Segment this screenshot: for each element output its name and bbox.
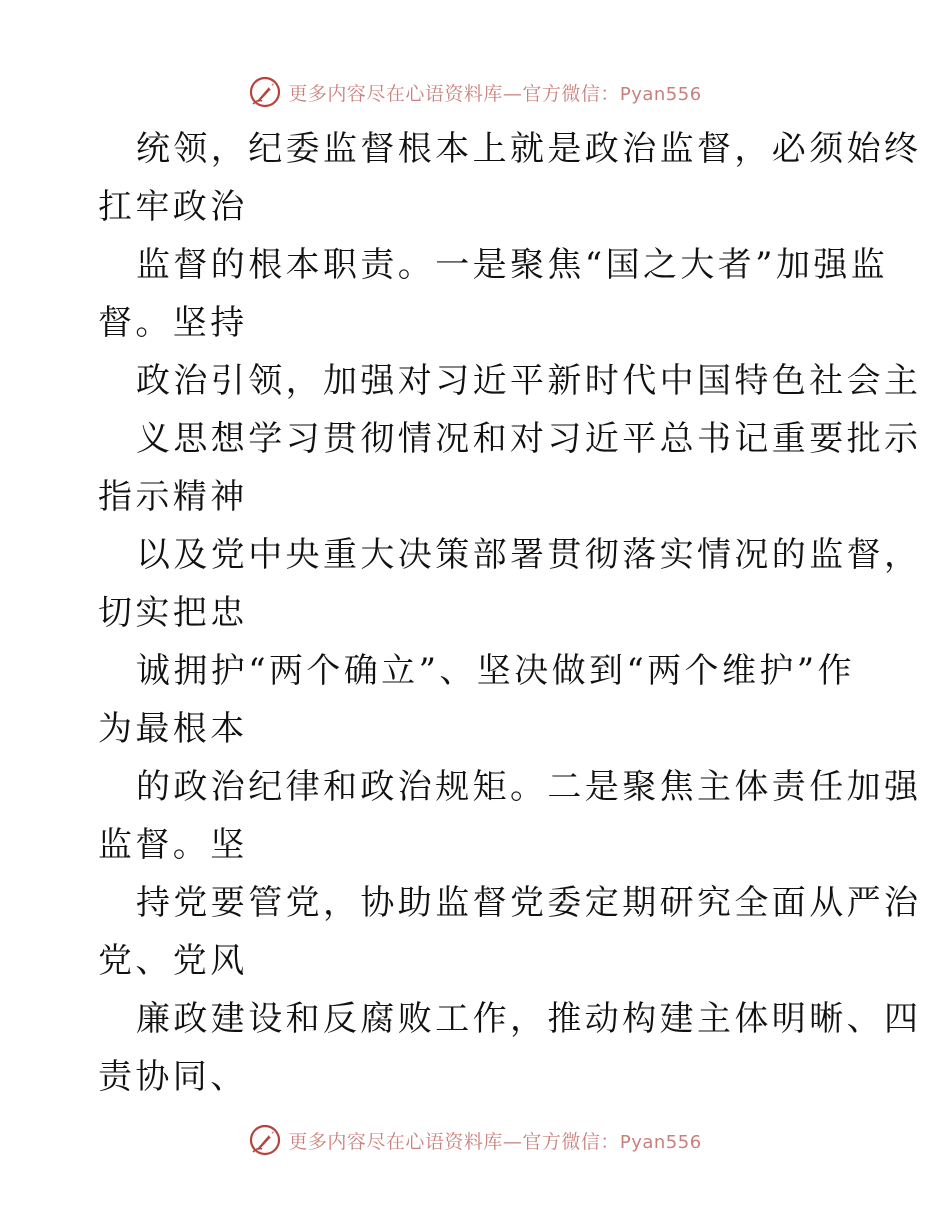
paragraph-line: 切实把忠: [98, 593, 248, 633]
paragraph-line: 责协同、: [98, 1057, 248, 1097]
paragraph-line: 监督。坚: [98, 825, 248, 865]
paragraph-line: 持党要管党，协助监督党委定期研究全面从严治: [136, 883, 922, 923]
paragraph-line: 督。坚持: [98, 303, 248, 343]
watermark-text: 更多内容尽在心语资料库—官方微信：Pyan556: [288, 82, 702, 105]
watermark-text: 更多内容尽在心语资料库—官方微信：Pyan556: [288, 1130, 702, 1153]
paragraph-line: 扛牢政治: [98, 187, 248, 227]
paragraph-line: 的政治纪律和政治规矩。二是聚焦主体责任加强: [136, 767, 922, 807]
paragraph-line: 监督的根本职责。一是聚焦“国之大者”加强监: [136, 245, 889, 285]
footer-watermark: [0, 1120, 950, 1160]
paragraph-line: 指示精神: [98, 477, 248, 517]
paragraph-line: 政治引领，加强对习近平新时代中国特色社会主: [136, 361, 922, 401]
paragraph-line: 以及党中央重大决策部署贯彻落实情况的监督，: [136, 535, 922, 575]
paragraph-line: 廉政建设和反腐败工作，推动构建主体明晰、四: [136, 999, 922, 1039]
paragraph-line: 义思想学习贯彻情况和对习近平总书记重要批示: [136, 419, 922, 459]
paragraph-line: 诚拥护“两个确立”、坚决做到“两个维护”作: [136, 651, 855, 691]
paragraph-line: 党、党风: [98, 941, 248, 981]
pen-nib-logo-icon: [248, 1122, 284, 1158]
paragraph-line: 为最根本: [98, 709, 248, 749]
paragraph-line: 统领，纪委监督根本上就是政治监督，必须始终: [136, 129, 922, 169]
